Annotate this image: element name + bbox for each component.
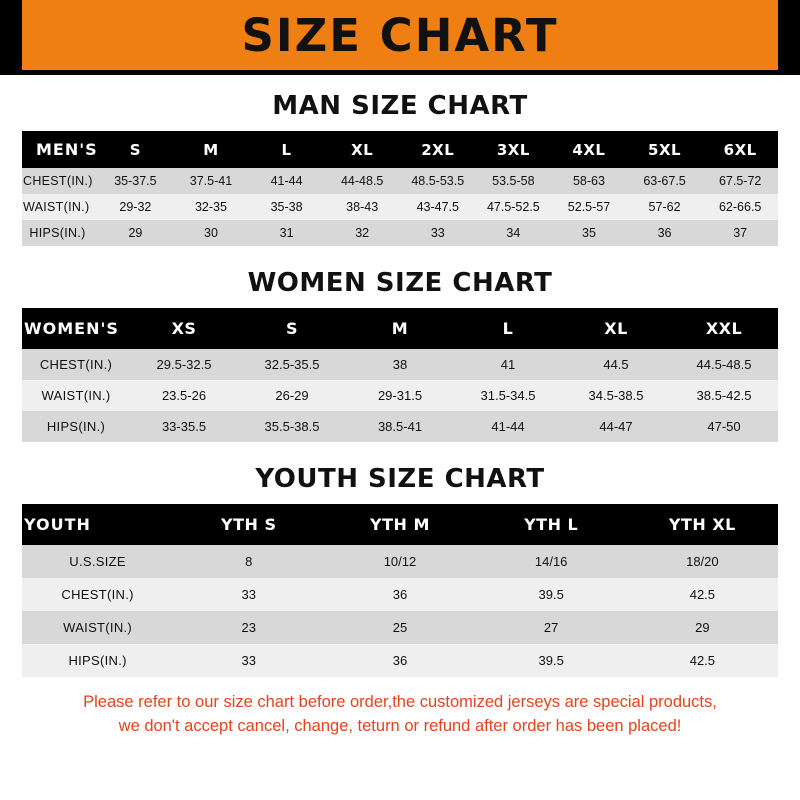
man-row-1-value-0: 29-32 <box>98 194 174 220</box>
youth-row-3-value-1: 36 <box>324 644 475 677</box>
women-header-cell-4: L <box>502 319 514 338</box>
women-size-section <box>22 268 778 442</box>
man-row-1-value-8: 62-66.5 <box>702 194 778 220</box>
man-row-0-value-4: 48.5-53.5 <box>400 168 476 194</box>
youth-row-1-value-3: 42.5 <box>627 578 778 611</box>
youth-row-0-value-1: 10/12 <box>324 545 475 578</box>
women-header-cell-5: XL <box>604 319 628 338</box>
man-header-cell-3: L <box>281 140 292 159</box>
header-right-block <box>778 0 800 70</box>
page-content <box>0 75 800 739</box>
youth-row-3-label: HIPS(IN.) <box>22 644 173 677</box>
man-row-2-value-6: 35 <box>551 220 627 246</box>
notice-line-2: we don't accept cancel, change, teturn or refund after order has been placed! <box>118 716 682 735</box>
youth-row-1-value-1: 36 <box>324 578 475 611</box>
youth-row-1-value-2: 39.5 <box>476 578 627 611</box>
youth-row-2-label: WAIST(IN.) <box>22 611 173 644</box>
man-row-2-value-1: 30 <box>173 220 249 246</box>
women-row-2-value-0: 33-35.5 <box>130 411 238 442</box>
women-row-2-value-2: 38.5-41 <box>346 411 454 442</box>
youth-section-title: YOUTH SIZE CHART <box>255 464 545 494</box>
women-row-1-value-0: 23.5-26 <box>130 380 238 411</box>
women-row-0-value-1: 32.5-35.5 <box>238 349 346 380</box>
women-row-1-value-1: 26-29 <box>238 380 346 411</box>
man-size-section <box>22 91 778 246</box>
youth-header-cell-0: YOUTH <box>24 515 91 534</box>
women-row-2-value-3: 41-44 <box>454 411 562 442</box>
table-row <box>22 168 778 194</box>
man-row-0-label: CHEST(IN.) <box>22 168 98 194</box>
man-section-title: MAN SIZE CHART <box>272 91 528 121</box>
youth-row-3-value-2: 39.5 <box>476 644 627 677</box>
youth-size-table-wrap <box>22 504 778 677</box>
table-header-row <box>22 504 778 545</box>
women-size-table-wrap <box>22 308 778 442</box>
youth-row-0-label: U.S.SIZE <box>22 545 173 578</box>
women-row-2-value-1: 35.5-38.5 <box>238 411 346 442</box>
man-row-2-value-2: 31 <box>249 220 325 246</box>
women-row-0-value-4: 44.5 <box>562 349 670 380</box>
table-row <box>22 578 778 611</box>
women-row-1-value-4: 34.5-38.5 <box>562 380 670 411</box>
man-row-1-value-3: 38-43 <box>324 194 400 220</box>
youth-row-3-value-3: 42.5 <box>627 644 778 677</box>
youth-row-0-value-3: 18/20 <box>627 545 778 578</box>
order-notice <box>22 691 778 739</box>
table-row <box>22 644 778 677</box>
women-row-0-value-3: 41 <box>454 349 562 380</box>
man-row-0-value-1: 37.5-41 <box>173 168 249 194</box>
table-row <box>22 545 778 578</box>
man-header-cell-6: 3XL <box>496 140 530 159</box>
youth-row-0-value-0: 8 <box>173 545 324 578</box>
man-row-1-value-2: 35-38 <box>249 194 325 220</box>
man-row-2-value-8: 37 <box>702 220 778 246</box>
youth-header-cell-1: YTH S <box>221 515 277 534</box>
header-left-block <box>0 0 22 70</box>
man-header-cell-7: 4XL <box>572 140 606 159</box>
man-row-2-value-7: 36 <box>627 220 703 246</box>
women-header-cell-2: S <box>285 319 299 338</box>
man-row-0-value-3: 44-48.5 <box>324 168 400 194</box>
man-row-0-value-7: 63-67.5 <box>627 168 703 194</box>
women-row-0-value-2: 38 <box>346 349 454 380</box>
table-header-row <box>22 308 778 349</box>
man-header-cell-8: 5XL <box>648 140 682 159</box>
women-section-title: WOMEN SIZE CHART <box>247 268 553 298</box>
man-row-1-value-4: 43-47.5 <box>400 194 476 220</box>
women-row-0-label: CHEST(IN.) <box>22 349 130 380</box>
youth-size-section <box>22 464 778 677</box>
table-row <box>22 380 778 411</box>
man-header-cell-5: 2XL <box>421 140 455 159</box>
man-size-table <box>22 131 778 246</box>
women-row-2-value-5: 47-50 <box>670 411 778 442</box>
man-size-table-wrap <box>22 131 778 246</box>
women-header-cell-3: M <box>391 319 409 338</box>
women-row-1-value-2: 29-31.5 <box>346 380 454 411</box>
table-row <box>22 194 778 220</box>
women-row-0-value-5: 44.5-48.5 <box>670 349 778 380</box>
page-header <box>0 0 800 70</box>
youth-row-2-value-1: 25 <box>324 611 475 644</box>
man-row-1-value-1: 32-35 <box>173 194 249 220</box>
women-header-cell-1: XS <box>171 319 197 338</box>
women-size-table <box>22 308 778 442</box>
women-header-cell-0: WOMEN'S <box>24 319 119 338</box>
youth-row-2-value-2: 27 <box>476 611 627 644</box>
man-row-1-label: WAIST(IN.) <box>22 194 98 220</box>
table-row <box>22 220 778 246</box>
man-row-1-value-7: 57-62 <box>627 194 703 220</box>
youth-row-1-value-0: 33 <box>173 578 324 611</box>
youth-size-table <box>22 504 778 677</box>
man-row-1-value-6: 52.5-57 <box>551 194 627 220</box>
youth-row-1-label: CHEST(IN.) <box>22 578 173 611</box>
man-header-cell-4: XL <box>351 140 374 159</box>
table-row <box>22 611 778 644</box>
notice-line-1: Please refer to our size chart before order,the customized jerseys are special products, <box>83 693 717 711</box>
man-row-2-value-4: 33 <box>400 220 476 246</box>
man-row-0-value-2: 41-44 <box>249 168 325 194</box>
youth-header-cell-2: YTH M <box>370 515 430 534</box>
table-row <box>22 411 778 442</box>
man-header-cell-9: 6XL <box>723 140 757 159</box>
man-row-0-value-6: 58-63 <box>551 168 627 194</box>
women-row-1-label: WAIST(IN.) <box>22 380 130 411</box>
man-row-2-label: HIPS(IN.) <box>22 220 98 246</box>
man-row-2-value-0: 29 <box>98 220 174 246</box>
man-row-1-value-5: 47.5-52.5 <box>476 194 552 220</box>
women-row-2-value-4: 44-47 <box>562 411 670 442</box>
man-row-0-value-8: 67.5-72 <box>702 168 778 194</box>
man-row-2-value-3: 32 <box>324 220 400 246</box>
youth-header-cell-3: YTH L <box>524 515 579 534</box>
man-header-cell-2: M <box>203 140 219 159</box>
youth-row-3-value-0: 33 <box>173 644 324 677</box>
man-row-2-value-5: 34 <box>476 220 552 246</box>
women-header-cell-6: XXL <box>705 319 743 338</box>
man-row-0-value-0: 35-37.5 <box>98 168 174 194</box>
page-title: SIZE CHART <box>241 8 559 62</box>
table-header-row <box>22 131 778 168</box>
women-row-1-value-5: 38.5-42.5 <box>670 380 778 411</box>
youth-header-cell-4: YTH XL <box>668 515 736 534</box>
youth-row-0-value-2: 14/16 <box>476 545 627 578</box>
women-row-1-value-3: 31.5-34.5 <box>454 380 562 411</box>
women-row-2-label: HIPS(IN.) <box>22 411 130 442</box>
man-row-0-value-5: 53.5-58 <box>476 168 552 194</box>
women-row-0-value-0: 29.5-32.5 <box>130 349 238 380</box>
youth-row-2-value-3: 29 <box>627 611 778 644</box>
man-header-cell-1: S <box>129 140 142 159</box>
man-header-cell-0: MEN'S <box>36 140 98 159</box>
youth-row-2-value-0: 23 <box>173 611 324 644</box>
table-row <box>22 349 778 380</box>
